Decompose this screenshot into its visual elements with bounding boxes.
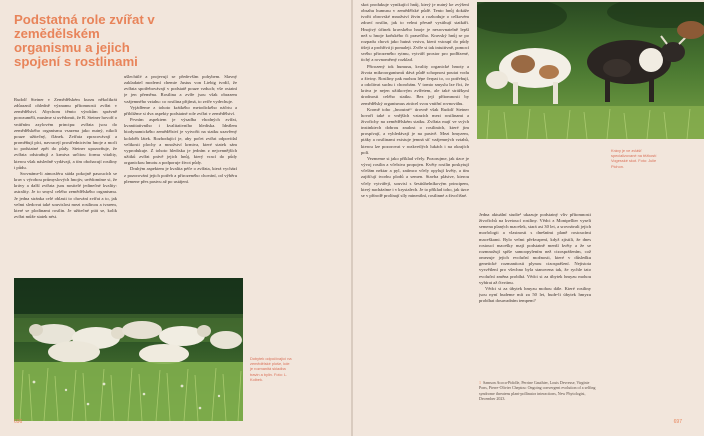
paragraph: Prvním aspektem je výsadba vhodných zvířat, kvantitativního i kvalitativního hlediska. Ideálem biodynamického zemědělství je vytvořit na statku uzavřený koloběh látek. Rozhodující je, aby počet zvířat odpovídal velikosti plochy a množství krmiva, které statek sám vyprodukuje. Z tohoto hlediska je jedním z nejcennějších užitků zvířat právě jejich hnůj, který vrací do půdy organickou hmotu a podporuje život půdy.: [124, 117, 237, 166]
footnote-number: 1: [479, 380, 481, 385]
article-title: Podstatná role zvířat v zemědělském organismu a jejich spojení s rostlinami: [14, 12, 155, 69]
paragraph: Kromě toho ,,hnoutné‘‘ úrovně však Rudolf Steiner hovoří také o vnějších vztazích mezi rostlinami a živočichy na zemědělském statku. Zvířata mají ve svých instinktech dobrou znalost o rostlinách, které jim prospívají, a vyhledávají je na pastvě. Mezi hmyzem, ptáky a rostlinami existuje jemná síť vzájemných vztahů, kterou lze pozorovat v rozkvetlých lukách i na okrajích polí.: [361, 106, 469, 155]
right-column-1: [361, 2, 469, 416]
left-column-2: [124, 74, 237, 270]
photo-caption: Krávy je ve zvlášť specializované na těžkostí Vogesské skot. Foto: Julie Pichon.: [611, 148, 657, 169]
paragraph: Vyjádřeme z tohoto krátkého metodického náčrtu a přibližme si dva aspekty podstatné role zvířat v zemědělství.: [124, 104, 237, 116]
footnote: [479, 380, 597, 401]
right-page: [353, 0, 704, 436]
paragraph: Rudolf Steiner v Zemědělském kurzu několikrát zdůraznil ohledně významu přítomnosti zvířat v zemědělství. Abychom těmto výrokům správně porozuměli, musíme si uvědomit, že R. Steiner hovoří o vnitřním azylovém principu: zvířata jsou do zemědělského organismu vsazena jako nutný, nikoli pouze užitečný, článek. Zvířata zpracovávají a proměňují píci, navracejí prostřednictvím hnoje a moči to podstatné zpět do půdy. Steiner upozorňuje, že zvířata odstraňují z krmiva určitou formu vitality, kterou však následně vydávají, a tím obohacují rostliny i půdu.: [14, 97, 117, 170]
paragraph: Srovnáme-li atmosféru stáda pokojně pasoucích se krav s výrobou průmyslových hnojiv, uvědomíme si, že krávy a další zvířata jsou nositelé jedinečné kvality: astrality. Je to smysl celého zemědělského organismu. Je jedna stránka celé oblasti to chování zvířat a to, jak velmi sledovat také souvislost mezi rostlinou a tvarem, které se plodinami rostlin. Je užitečné ptát se, kolik zvířat může statek nést.: [14, 170, 117, 219]
left-column-1: [14, 97, 117, 270]
paragraph: Jedna aktuální studie¹ ukazuje podstatný vliv přítomnosti živočichů na kvetoucí rostliny. Vědci z Montpellier vyseli semena planých macešek, stará asi 30 let, a srovnávali jejich morfologii a vlastnosti s dnešními planě rostoucími maceškami. Bylo velmi překvapení, když zjistili, že dnes rostoucí macešky mají podstatně menší květy a že se rozmnožují spíše samoopylením než cizosprášením, což omezuje jejich evoluční možnosti, které v důsledku genetické rozmanitosti plynou cizosprášení. Nejistota vysvětlení pro všechno byla stanovena tak, že rychle tato evoluční změna probíhá. Vědci si za úbytek hmyzu mohou vybírat až čtvrtinu.: [479, 212, 591, 285]
cows-grazing-photo: [477, 2, 704, 139]
paragraph: skot produkuje vynikající hnůj, který je nutný ke zvýšení obsahu humusu v zemědělské půdě. Tento hnůj dokáže tvořit obrovské množství živin a rozhoduje o celkovém zdraví rostlin, jak to velmi přesně vystihují statkáři. Hnojivý účinek kravského hnoje je nesrovnatelně lepší než u hnoje koňského či prasečího. Kravský hnůj se po rozpadu chová jako hutná vrstva, která vstoupí do půdy tišeji a prohřívá ji pomaleji. Zvíře si tak intuitivně, pomocí svého přirozeného rytmu, vytváří prostor pro podřízené, tichý a rovnoměrný rozklad.: [361, 2, 469, 63]
paragraph: Vědci si za úbytek hmyzu mohou dále. Které rostliny jsou nyní budeme mít za 50 let, bude-li úbytek hmyzu probíhat dosavadním tempem?: [479, 285, 591, 304]
left-page: [0, 0, 351, 436]
footnote-text: Samson Acoca-Pidolle, Perrine Gauthier, Louis Devresse, Virgínie Pons, Pierre-Olivier Cheptou: Ongoing convergent evolution of a selfing syndrome threatens plant-pollinator interactions, New Phytologist, December 2023.: [479, 380, 596, 401]
cattle-resting-photo: [14, 278, 243, 421]
paragraph: Druhým aspektem je kvalita péče o zvířata, která vychází z pozorování jejich potřeb a přirozeného chování, od výběru plemene přes pastvu až po ustájení.: [124, 166, 237, 184]
page-number: 697: [673, 419, 682, 425]
page-number: 696: [14, 419, 23, 425]
photo-caption: Dobytek odpočívající na zemědělské ploše, kde je rozmanitá skladba travin a bylin. Foto: L. Kolbek.: [250, 356, 292, 382]
paragraph: ušlechtilé a projevují se především pohybem. Slavný zakladatel moderní chemie Justus von Liebig tvrdil, že zvířata spotřebovávají v podstatě pouze vzduch; vše ostatní je jen přeměna. Rostlina a zvíře jsou však obrazem vzájemného vztahu: co rostlina přijímá, to zvíře vydechuje.: [124, 74, 237, 104]
paragraph: Přirozený tok humusu, kvality organické hmoty a života mikroorganismů dává půdě schopnost poutat vodu a živiny. Rostliny pak mohou lépe čerpat to, co potřebují, a odolávat suchu i chorobám. V tomto smyslu lze říci, že kráva je nejen užitkovým zvířetem, ale také strážkyní úrodnosti celého statku. Bez její přítomnosti by zemědělský organismus ztrácel svou vnitřní rovnováhu.: [361, 63, 469, 106]
right-column-2: [479, 212, 591, 320]
paragraph: Vezmeme si jako příklad včely. Pozorujme, jak úzce je vývoj rostlin a včelstva propojen. Květy rostlin poskytují včelám nektar a pyl, zatímco včely opylují květy, a tím zajišťují tvorbu plodů a semen. Stavba plástve, kterou včely vytvářejí, souvisí s šestiúhelníkovým principem, který nacházíme i v krystalech. Je to příklad toho, jak úzce se v přírodě prolínají síly minerální, rostlinné a živočišné.: [361, 155, 469, 198]
